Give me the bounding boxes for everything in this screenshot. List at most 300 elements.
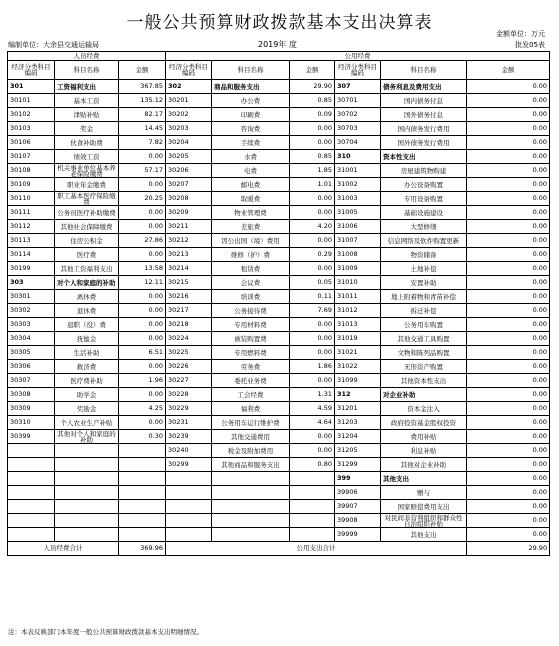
cell-code-a: [8, 458, 55, 472]
cell-amount-b: 0.00: [290, 262, 335, 276]
table-row: [8, 346, 550, 360]
header-amount: 金额: [467, 61, 550, 80]
cell-amount-c: 0.00: [467, 136, 550, 150]
cell-amount-a: 0.00: [119, 304, 166, 318]
cell-code-c: 39908: [335, 514, 381, 528]
cell-name-a: 其他工资福利支出: [55, 262, 119, 276]
cell-name-b: [212, 514, 290, 528]
cell-amount-b: 4.64: [290, 416, 335, 430]
cell-code-a: 30101: [8, 94, 55, 108]
cell-amount-b: 1.01: [290, 178, 335, 192]
cell-amount-b: 0.00: [290, 430, 335, 444]
cell-amount-c: 0.00: [467, 220, 550, 234]
form-number: 批发05表: [515, 41, 545, 49]
cell-amount-c: 0.00: [467, 388, 550, 402]
cell-amount-a: 20.25: [119, 192, 166, 206]
cell-name-a: 救济费: [55, 360, 119, 374]
header-amount: 金额: [119, 61, 166, 80]
cell-amount-b: [290, 486, 335, 500]
cell-code-b: 30202: [166, 108, 212, 122]
cell-amount-a: 13.58: [119, 262, 166, 276]
table-row: [8, 486, 550, 500]
cell-name-b: 公务接待费: [212, 304, 290, 318]
cell-name-c: 公务用车购置: [381, 318, 467, 332]
cell-code-c: 310: [335, 150, 381, 164]
cell-code-b: [166, 486, 212, 500]
cell-code-c: 31019: [335, 332, 381, 346]
cell-code-a: 30305: [8, 346, 55, 360]
cell-name-a: 个人农业生产补贴: [55, 416, 119, 430]
cell-code-c: 31002: [335, 178, 381, 192]
cell-amount-a: 0.00: [119, 332, 166, 346]
table-row: [8, 304, 550, 318]
cell-name-b: 办公费: [212, 94, 290, 108]
cell-amount-b: 1.31: [290, 388, 335, 402]
cell-code-a: 30111: [8, 206, 55, 220]
cell-code-b: 30217: [166, 304, 212, 318]
cell-amount-c: 0.00: [467, 346, 550, 360]
cell-amount-a: [119, 458, 166, 472]
cell-amount-b: 1.86: [290, 360, 335, 374]
cell-code-a: 30106: [8, 136, 55, 150]
cell-code-a: 30308: [8, 388, 55, 402]
cell-name-a: 基本工资: [55, 94, 119, 108]
cell-code-c: 31013: [335, 318, 381, 332]
cell-code-b: 30207: [166, 178, 212, 192]
cell-code-c: 31205: [335, 444, 381, 458]
cell-amount-a: [119, 528, 166, 542]
report-year: 2019年 度: [258, 40, 297, 49]
cell-name-b: 电费: [212, 164, 290, 178]
public-total: 29.90: [467, 542, 550, 556]
cell-name-c: 赠与: [381, 486, 467, 500]
cell-code-a: 30109: [8, 178, 55, 192]
cell-code-b: 30216: [166, 290, 212, 304]
cell-amount-b: 0.00: [290, 206, 335, 220]
cell-name-c: 大型修缮: [381, 220, 467, 234]
cell-code-b: 30206: [166, 164, 212, 178]
table-row: [8, 150, 550, 164]
table-row: [8, 444, 550, 458]
table-row: [8, 80, 550, 94]
cell-code-c: 31007: [335, 234, 381, 248]
cell-code-a: 30302: [8, 304, 55, 318]
cell-name-c: 基础设施建设: [381, 206, 467, 220]
cell-code-a: 30307: [8, 374, 55, 388]
table-row: [8, 514, 550, 528]
cell-amount-a: [119, 472, 166, 486]
table-row: [8, 528, 550, 542]
cell-name-b: 水费: [212, 150, 290, 164]
cell-name-c: 国内债务付息: [381, 94, 467, 108]
cell-code-b: 30225: [166, 346, 212, 360]
cell-name-b: 专用材料费: [212, 318, 290, 332]
table-row: [8, 332, 550, 346]
cell-code-b: 30299: [166, 458, 212, 472]
cell-amount-c: 0.00: [467, 416, 550, 430]
cell-amount-c: 0.00: [467, 430, 550, 444]
cell-amount-c: 0.00: [467, 472, 550, 486]
cell-code-a: 30304: [8, 332, 55, 346]
table-row: [8, 220, 550, 234]
cell-code-b: 30229: [166, 402, 212, 416]
cell-amount-c: 0.00: [467, 374, 550, 388]
cell-name-c: 文物和陈列品购置: [381, 346, 467, 360]
cell-amount-b: 29.90: [290, 80, 335, 94]
table-row: [8, 122, 550, 136]
cell-amount-c: 0.00: [467, 248, 550, 262]
cell-code-a: 30199: [8, 262, 55, 276]
cell-amount-a: 27.86: [119, 234, 166, 248]
cell-amount-b: 0.00: [290, 374, 335, 388]
cell-name-b: 租赁费: [212, 262, 290, 276]
cell-name-a: 住房公积金: [55, 234, 119, 248]
cell-name-a: 奖金: [55, 122, 119, 136]
cell-code-b: [166, 528, 212, 542]
cell-name-b: 邮电费: [212, 178, 290, 192]
cell-name-c: 国家赔偿费用支出: [381, 500, 467, 514]
cell-name-b: [212, 472, 290, 486]
cell-code-b: 30215: [166, 276, 212, 290]
table-row: [8, 234, 550, 248]
cell-amount-c: 0.00: [467, 290, 550, 304]
personnel-total-label: 人员经费合计: [8, 542, 119, 556]
cell-amount-b: 0.00: [290, 122, 335, 136]
cell-name-b: 会议费: [212, 276, 290, 290]
cell-code-a: 30102: [8, 108, 55, 122]
cell-code-c: 31099: [335, 374, 381, 388]
cell-code-b: 30203: [166, 122, 212, 136]
cell-name-a: 医疗费: [55, 248, 119, 262]
cell-code-c: 31001: [335, 164, 381, 178]
cell-name-c: 费用补贴: [381, 430, 467, 444]
header-name: 科目名称: [55, 61, 119, 80]
totals-row: [8, 542, 550, 556]
cell-amount-a: 14.45: [119, 122, 166, 136]
table-row: [8, 276, 550, 290]
cell-name-c: 其他支出: [381, 528, 467, 542]
table-row: [8, 178, 550, 192]
table-row: [8, 388, 550, 402]
cell-code-b: 30209: [166, 206, 212, 220]
cell-code-b: 30211: [166, 220, 212, 234]
cell-amount-b: 0.00: [290, 332, 335, 346]
cell-name-b: [212, 500, 290, 514]
cell-amount-c: 0.00: [467, 458, 550, 472]
table-row: [8, 500, 550, 514]
cell-code-c: 30701: [335, 94, 381, 108]
cell-name-b: 被装购置费: [212, 332, 290, 346]
cell-name-b: 印刷费: [212, 108, 290, 122]
cell-code-c: 31203: [335, 416, 381, 430]
cell-code-c: 31009: [335, 262, 381, 276]
table-row: [8, 248, 550, 262]
cell-name-c: 其他对企业补助: [381, 458, 467, 472]
cell-amount-b: [290, 500, 335, 514]
cell-name-a: 伙食补助费: [55, 136, 119, 150]
cell-code-c: 31003: [335, 192, 381, 206]
cell-name-c: 办公设备购置: [381, 178, 467, 192]
cell-amount-a: [119, 500, 166, 514]
cell-code-a: 30306: [8, 360, 55, 374]
cell-name-c: 其他资本性支出: [381, 374, 467, 388]
cell-code-c: 30702: [335, 108, 381, 122]
cell-code-a: [8, 500, 55, 514]
report-title: 一般公共预算财政拨款基本支出决算表: [126, 13, 433, 33]
cell-name-c: 国内债务发行费用: [381, 122, 467, 136]
cell-name-c: 房屋建筑物购建: [381, 164, 467, 178]
cell-name-a: 生活补助: [55, 346, 119, 360]
cell-amount-a: 0.00: [119, 248, 166, 262]
cell-code-c: 39999: [335, 528, 381, 542]
cell-name-b: 手续费: [212, 136, 290, 150]
cell-amount-b: 0.11: [290, 290, 335, 304]
cell-amount-c: 0.00: [467, 500, 550, 514]
cell-amount-a: [119, 486, 166, 500]
cell-code-b: 30227: [166, 374, 212, 388]
cell-name-c: 信息网络及软件购置更新: [381, 234, 467, 248]
cell-amount-b: 0.09: [290, 108, 335, 122]
header-code: 经济分类科目编码: [166, 61, 212, 80]
cell-name-c: 安置补助: [381, 276, 467, 290]
cell-amount-b: 0.00: [290, 234, 335, 248]
cell-code-b: [166, 500, 212, 514]
cell-name-b: [212, 528, 290, 542]
cell-name-b: 商品和服务支出: [212, 80, 290, 94]
cell-name-c: 利息补贴: [381, 444, 467, 458]
cell-name-a: 退职（役）费: [55, 318, 119, 332]
table-row: [8, 164, 550, 178]
cell-code-c: 31008: [335, 248, 381, 262]
amount-unit: 金额单位：万元: [496, 30, 545, 38]
cell-amount-c: 0.00: [467, 206, 550, 220]
cell-name-c: 政府投资基金股权投资: [381, 416, 467, 430]
table-row: [8, 192, 550, 206]
cell-name-b: 差旅费: [212, 220, 290, 234]
cell-amount-a: 0.00: [119, 318, 166, 332]
cell-name-b: 咨询费: [212, 122, 290, 136]
cell-amount-b: 1.85: [290, 164, 335, 178]
cell-name-a: 离休费: [55, 290, 119, 304]
cell-amount-a: 7.82: [119, 136, 166, 150]
cell-amount-a: 1.96: [119, 374, 166, 388]
cell-name-a: [55, 500, 119, 514]
cell-code-a: 30110: [8, 192, 55, 206]
cell-name-a: 机关事业单位基本养老保险缴费: [55, 164, 119, 178]
cell-name-a: 职工基本医疗保险缴费: [55, 192, 119, 206]
cell-code-a: 30399: [8, 430, 55, 444]
header-public: 公用经费: [166, 52, 550, 61]
cell-code-a: 30303: [8, 318, 55, 332]
cell-amount-b: 0.00: [290, 192, 335, 206]
cell-code-a: 30113: [8, 234, 55, 248]
cell-name-b: 税金及附加费用: [212, 444, 290, 458]
cell-amount-a: 6.51: [119, 346, 166, 360]
cell-amount-c: 0.00: [467, 318, 550, 332]
cell-amount-b: 0.29: [290, 248, 335, 262]
cell-code-b: 30204: [166, 136, 212, 150]
cell-amount-a: [119, 444, 166, 458]
cell-code-b: [166, 472, 212, 486]
cell-amount-c: 0.00: [467, 192, 550, 206]
cell-amount-b: [290, 528, 335, 542]
cell-name-a: 工资福利支出: [55, 80, 119, 94]
cell-amount-b: 0.00: [290, 136, 335, 150]
cell-name-a: 绩效工资: [55, 150, 119, 164]
cell-code-a: 303: [8, 276, 55, 290]
organization: 编制单位：大余县交通运输局: [8, 41, 99, 49]
cell-name-a: 奖励金: [55, 402, 119, 416]
cell-amount-c: 0.00: [467, 178, 550, 192]
cell-code-b: 30212: [166, 234, 212, 248]
cell-code-b: 30239: [166, 430, 212, 444]
cell-code-a: 30107: [8, 150, 55, 164]
cell-amount-c: 0.00: [467, 444, 550, 458]
cell-name-c: 无形资产购置: [381, 360, 467, 374]
footnote: 注：本表反映部门本年度一般公共预算财政拨款基本支出明细情况。: [8, 628, 203, 636]
cell-name-a: 医疗费补助: [55, 374, 119, 388]
cell-name-b: 培训费: [212, 290, 290, 304]
cell-amount-c: 0.00: [467, 486, 550, 500]
cell-name-a: [55, 528, 119, 542]
table-row: [8, 374, 550, 388]
table-row: [8, 206, 550, 220]
cell-code-b: 30218: [166, 318, 212, 332]
cell-amount-c: 0.00: [467, 108, 550, 122]
cell-code-a: 30309: [8, 402, 55, 416]
table-row: [8, 430, 550, 444]
cell-code-a: [8, 444, 55, 458]
table-row: [8, 402, 550, 416]
cell-amount-b: 4.59: [290, 402, 335, 416]
cell-name-a: 其他社会保障缴费: [55, 220, 119, 234]
cell-code-c: 30703: [335, 122, 381, 136]
cell-code-a: [8, 486, 55, 500]
cell-name-b: 专用燃料费: [212, 346, 290, 360]
cell-amount-c: 0.00: [467, 234, 550, 248]
cell-name-a: [55, 472, 119, 486]
cell-code-b: 30240: [166, 444, 212, 458]
cell-code-c: 31010: [335, 276, 381, 290]
cell-name-b: 物业管理费: [212, 206, 290, 220]
header-amount: 金额: [290, 61, 335, 80]
cell-name-c: 债务利息及费用支出: [381, 80, 467, 94]
table-row: [8, 458, 550, 472]
cell-name-a: 津贴补贴: [55, 108, 119, 122]
cell-amount-a: 0.00: [119, 290, 166, 304]
cell-code-b: 30228: [166, 388, 212, 402]
cell-amount-b: 0.85: [290, 94, 335, 108]
cell-name-a: 公务员医疗补助缴费: [55, 206, 119, 220]
cell-code-c: 31005: [335, 206, 381, 220]
cell-code-c: 39906: [335, 486, 381, 500]
cell-amount-a: 135.12: [119, 94, 166, 108]
cell-amount-c: 0.00: [467, 94, 550, 108]
cell-code-c: 312: [335, 388, 381, 402]
cell-name-b: [212, 486, 290, 500]
cell-code-a: [8, 528, 55, 542]
expenditure-table: [7, 51, 550, 556]
cell-code-a: 30112: [8, 220, 55, 234]
cell-name-b: 取暖费: [212, 192, 290, 206]
cell-name-c: 国外债务付息: [381, 108, 467, 122]
cell-amount-c: 0.00: [467, 122, 550, 136]
cell-name-b: 工会经费: [212, 388, 290, 402]
header-code: 经济分类科目编码: [335, 61, 381, 80]
cell-amount-a: 82.17: [119, 108, 166, 122]
header-code: 经济分类科目编码: [8, 61, 55, 80]
cell-code-a: 30103: [8, 122, 55, 136]
cell-amount-a: 0.00: [119, 388, 166, 402]
cell-name-a: [55, 444, 119, 458]
table-row: [8, 108, 550, 122]
cell-amount-c: 0.00: [467, 150, 550, 164]
cell-name-c: 地上附着物和青苗补偿: [381, 290, 467, 304]
cell-code-b: 30231: [166, 416, 212, 430]
cell-code-c: 307: [335, 80, 381, 94]
cell-amount-c: 0.00: [467, 402, 550, 416]
cell-code-c: 31006: [335, 220, 381, 234]
cell-name-c: 其他支出: [381, 472, 467, 486]
cell-name-a: 退休费: [55, 304, 119, 318]
cell-amount-b: 0.00: [290, 346, 335, 360]
cell-code-b: 30213: [166, 248, 212, 262]
header-name: 科目名称: [381, 61, 467, 80]
cell-code-c: 31021: [335, 346, 381, 360]
cell-code-c: 31012: [335, 304, 381, 318]
cell-code-b: 30224: [166, 332, 212, 346]
cell-name-a: 抚恤金: [55, 332, 119, 346]
cell-amount-c: 0.00: [467, 360, 550, 374]
cell-name-a: [55, 486, 119, 500]
cell-amount-c: 0.00: [467, 528, 550, 542]
table-row: [8, 472, 550, 486]
cell-code-c: 31011: [335, 290, 381, 304]
cell-code-a: 301: [8, 80, 55, 94]
cell-amount-b: 7.69: [290, 304, 335, 318]
cell-name-c: 国外债务发行费用: [381, 136, 467, 150]
cell-code-a: 30114: [8, 248, 55, 262]
cell-code-a: [8, 514, 55, 528]
cell-code-a: 30108: [8, 164, 55, 178]
table-row: [8, 360, 550, 374]
cell-code-b: 30208: [166, 192, 212, 206]
cell-code-b: 30226: [166, 360, 212, 374]
cell-amount-a: 4.25: [119, 402, 166, 416]
cell-amount-a: 0.00: [119, 360, 166, 374]
cell-amount-c: 0.00: [467, 304, 550, 318]
cell-amount-b: 0.80: [290, 458, 335, 472]
cell-code-a: 30301: [8, 290, 55, 304]
cell-amount-b: [290, 514, 335, 528]
cell-code-b: 30214: [166, 262, 212, 276]
table-row: [8, 262, 550, 276]
personnel-total: 369.96: [119, 542, 166, 556]
cell-amount-a: 0.00: [119, 150, 166, 164]
cell-name-c: 对企业补助: [381, 388, 467, 402]
cell-name-b: 公务用车运行维护费: [212, 416, 290, 430]
cell-code-c: 399: [335, 472, 381, 486]
cell-amount-a: 0.00: [119, 416, 166, 430]
public-total-label: 公用支出合计: [166, 542, 467, 556]
cell-code-b: 30205: [166, 150, 212, 164]
cell-amount-a: 0.30: [119, 430, 166, 444]
cell-amount-c: 0.00: [467, 332, 550, 346]
cell-amount-a: 0.00: [119, 178, 166, 192]
cell-name-a: 助学金: [55, 388, 119, 402]
cell-amount-a: 0.00: [119, 206, 166, 220]
cell-code-b: [166, 514, 212, 528]
